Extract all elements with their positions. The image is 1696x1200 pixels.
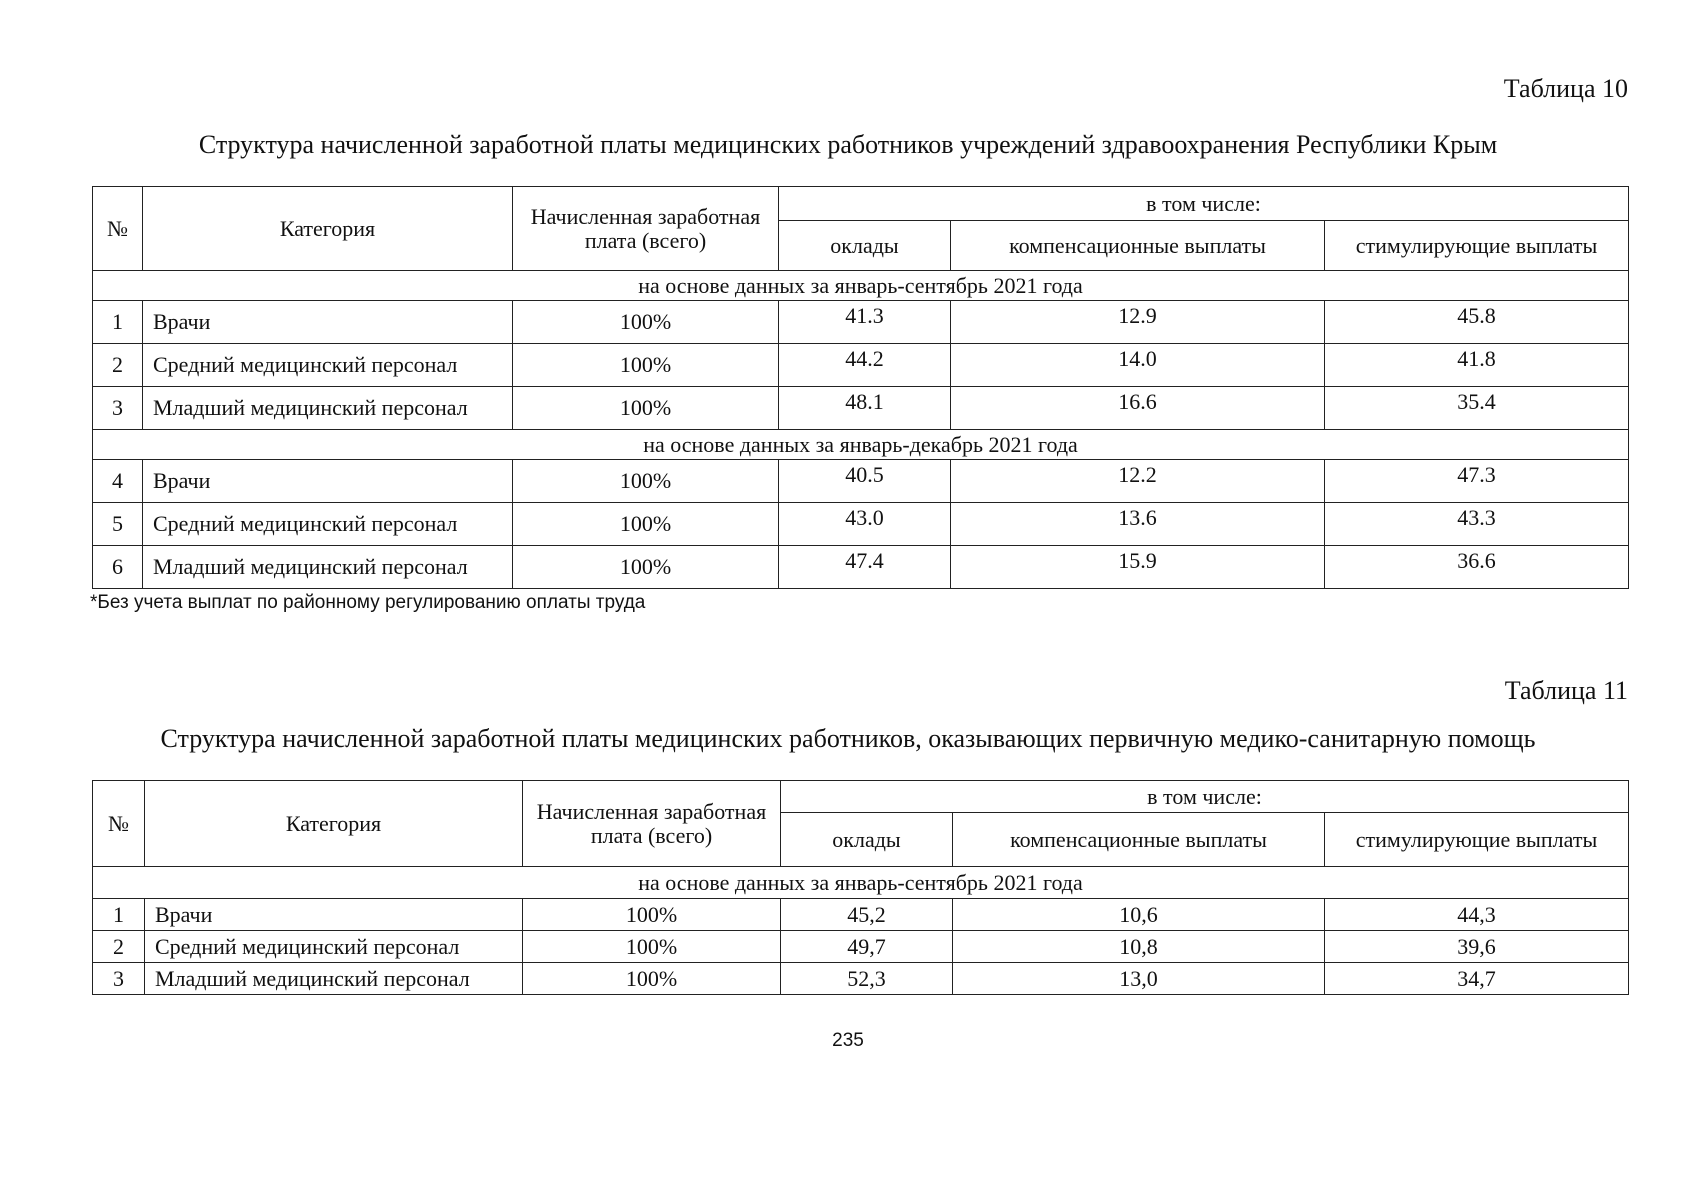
row-total: 100% <box>513 460 779 503</box>
row-number: 4 <box>93 460 143 503</box>
row-compensation: 13.6 <box>951 503 1325 546</box>
page-number: 235 <box>832 1030 864 1051</box>
table11-header-row-1 <box>93 781 1629 813</box>
row-category: Средний медицинский персонал <box>145 931 523 963</box>
table11-header-incentive: стимулирующие выплаты <box>1325 813 1629 867</box>
row-total: 100% <box>523 931 781 963</box>
row-salaries: 44.2 <box>779 344 951 387</box>
row-salaries: 48.1 <box>779 387 951 430</box>
table10-header-num: № <box>93 187 143 271</box>
table10 <box>92 186 1629 589</box>
table10-header-incentive: стимулирующие выплаты <box>1325 221 1629 271</box>
table11-period-label: на основе данных за январь-сентябрь 2021 года <box>93 867 1629 899</box>
row-number: 1 <box>93 899 145 931</box>
table-row <box>93 344 1629 387</box>
row-number: 3 <box>93 387 143 430</box>
row-compensation: 15.9 <box>951 546 1325 589</box>
row-compensation: 13,0 <box>953 963 1325 995</box>
table10-number: Таблица 10 <box>1503 74 1628 103</box>
table11-header-category: Категория <box>145 781 523 867</box>
row-total: 100% <box>513 301 779 344</box>
row-incentive: 35.4 <box>1325 387 1629 430</box>
row-number: 6 <box>93 546 143 589</box>
table10-period-row <box>93 430 1629 460</box>
row-category: Средний медицинский персонал <box>143 344 513 387</box>
row-total: 100% <box>523 963 781 995</box>
table10-period-label: на основе данных за январь-сентябрь 2021 года <box>93 271 1629 301</box>
table-row <box>93 963 1629 995</box>
table-row <box>93 301 1629 344</box>
row-number: 1 <box>93 301 143 344</box>
table11-header-total: Начисленная заработная плата (всего) <box>523 781 781 867</box>
row-incentive: 43.3 <box>1325 503 1629 546</box>
table11-period-row <box>93 867 1629 899</box>
row-compensation: 16.6 <box>951 387 1325 430</box>
table10-footnote: *Без учета выплат по районному регулированию оплаты труда <box>90 592 646 613</box>
row-compensation: 12.9 <box>951 301 1325 344</box>
row-total: 100% <box>523 899 781 931</box>
row-salaries: 40.5 <box>779 460 951 503</box>
row-incentive: 41.8 <box>1325 344 1629 387</box>
table10-header-compensation: компенсационные выплаты <box>951 221 1325 271</box>
table-row <box>93 546 1629 589</box>
row-incentive: 45.8 <box>1325 301 1629 344</box>
table11-title: Структура начисленной заработной платы медицинских работников, оказывающих первичную медико-санитарную помощь <box>160 724 1536 753</box>
row-incentive: 36.6 <box>1325 546 1629 589</box>
row-category: Врачи <box>143 301 513 344</box>
table11-header-num: № <box>93 781 145 867</box>
row-total: 100% <box>513 503 779 546</box>
table11-number: Таблица 11 <box>1504 676 1628 705</box>
row-total: 100% <box>513 546 779 589</box>
row-incentive: 34,7 <box>1325 963 1629 995</box>
table11 <box>92 780 1629 995</box>
table-row <box>93 899 1629 931</box>
row-salaries: 47.4 <box>779 546 951 589</box>
table10-header-including: в том числе: <box>779 187 1629 221</box>
row-category: Врачи <box>145 899 523 931</box>
row-total: 100% <box>513 344 779 387</box>
row-category: Врачи <box>143 460 513 503</box>
row-compensation: 10,6 <box>953 899 1325 931</box>
row-salaries: 43.0 <box>779 503 951 546</box>
table10-period-label: на основе данных за январь-декабрь 2021 года <box>93 430 1629 460</box>
row-salaries: 41.3 <box>779 301 951 344</box>
table11-header-including: в том числе: <box>781 781 1629 813</box>
row-salaries: 49,7 <box>781 931 953 963</box>
row-salaries: 45,2 <box>781 899 953 931</box>
row-category: Младший медицинский персонал <box>143 546 513 589</box>
table11-header-compensation: компенсационные выплаты <box>953 813 1325 867</box>
table11-header-salaries: оклады <box>781 813 953 867</box>
row-category: Младший медицинский персонал <box>143 387 513 430</box>
table10-header-total: Начисленная заработная плата (всего) <box>513 187 779 271</box>
row-number: 2 <box>93 344 143 387</box>
table10-header-salaries: оклады <box>779 221 951 271</box>
row-incentive: 44,3 <box>1325 899 1629 931</box>
row-total: 100% <box>513 387 779 430</box>
row-salaries: 52,3 <box>781 963 953 995</box>
table10-title: Структура начисленной заработной платы медицинских работников учреждений здравоохранения Республики Крым <box>198 130 1498 159</box>
row-number: 3 <box>93 963 145 995</box>
row-incentive: 39,6 <box>1325 931 1629 963</box>
table10-period-row <box>93 271 1629 301</box>
row-incentive: 47.3 <box>1325 460 1629 503</box>
row-number: 2 <box>93 931 145 963</box>
row-compensation: 12.2 <box>951 460 1325 503</box>
row-category: Младший медицинский персонал <box>145 963 523 995</box>
table10-header-row-1 <box>93 187 1629 221</box>
row-compensation: 14.0 <box>951 344 1325 387</box>
table-row <box>93 931 1629 963</box>
table-row <box>93 387 1629 430</box>
table10-header-category: Категория <box>143 187 513 271</box>
table-row <box>93 503 1629 546</box>
row-compensation: 10,8 <box>953 931 1325 963</box>
table-row <box>93 460 1629 503</box>
row-category: Средний медицинский персонал <box>143 503 513 546</box>
row-number: 5 <box>93 503 143 546</box>
